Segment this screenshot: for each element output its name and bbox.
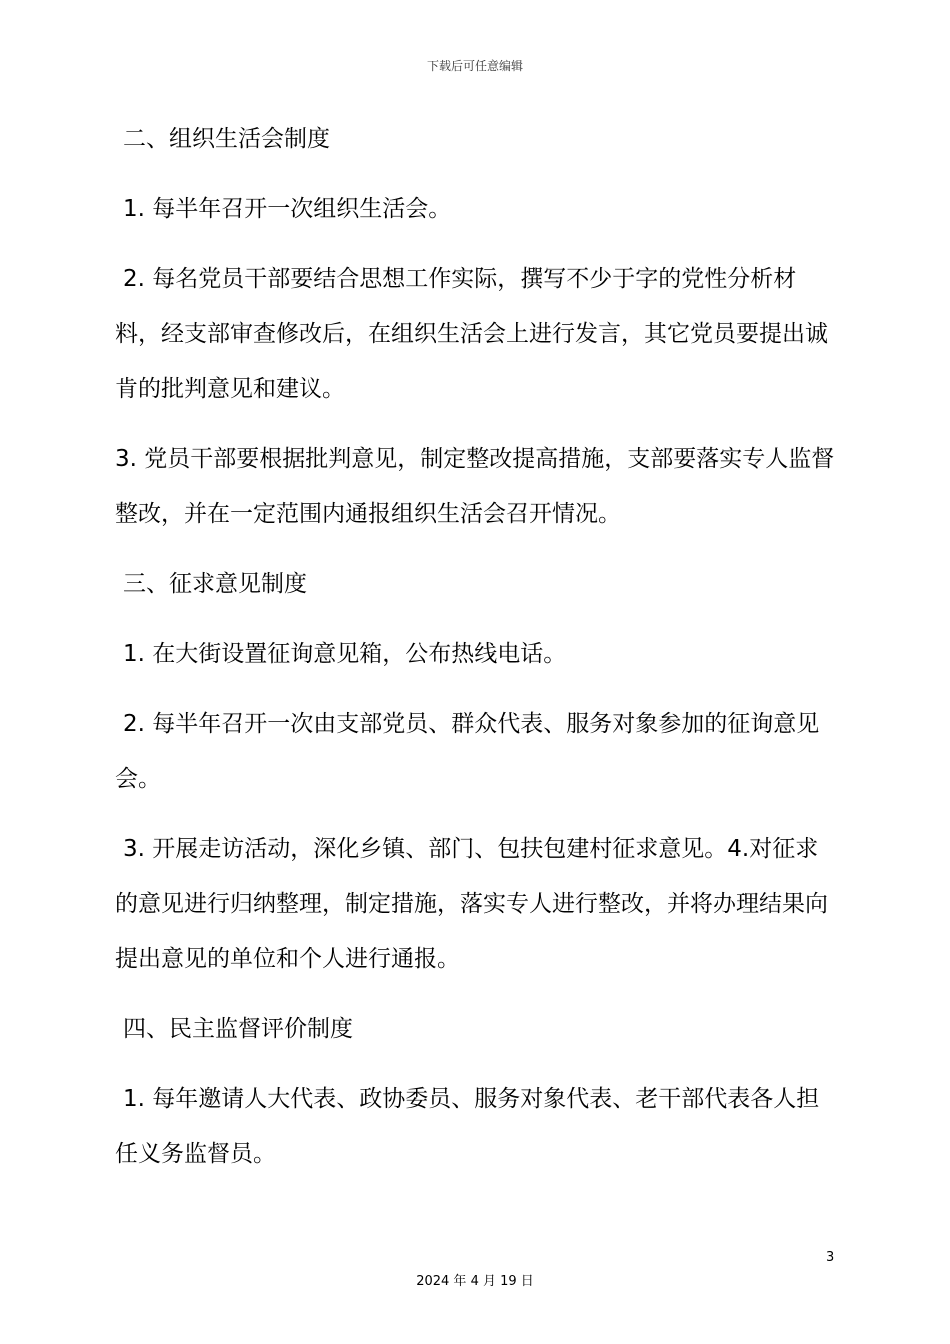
header-note: 下载后可任意编辑: [426, 59, 523, 73]
list-item: 3. 开展走访活动，深化乡镇、部门、包扶包建村征求意见。4.对征求的意见进行归纳整理，制定措施，落实专人进行整改，并将办理结果向提出意见的单位和个人进行通报。: [115, 836, 828, 972]
document-body: [115, 112, 840, 1197]
footer-date: 2024 年 4 月 19 日: [416, 1274, 534, 1289]
list-item: 1. 在大街设置征询意见箱，公布热线电话。: [123, 641, 567, 667]
list-item: 2. 每半年召开一次由支部党员、群众代表、服务对象参加的征询意见会。: [115, 711, 820, 792]
section-heading: 二、组织生活会制度: [123, 126, 330, 152]
list-item: 1. 每半年召开一次组织生活会。: [123, 196, 452, 222]
list-item: 2. 每名党员干部要结合思想工作实际，撰写不少于字的党性分析材料，经支部审查修改后，在组织生活会上进行发言，其它党员要提出诚肯的批判意见和建议。: [115, 266, 828, 402]
list-item: 3. 党员干部要根据批判意见，制定整改提高措施，支部要落实专人监督整改，并在一定范围内通报组织生活会召开情况。: [115, 446, 835, 527]
page-number: 3: [826, 1250, 835, 1265]
section-heading: 四、民主监督评价制度: [123, 1016, 353, 1042]
list-item: 1. 每年邀请人大代表、政协委员、服务对象代表、老干部代表各人担任义务监督员。: [115, 1086, 820, 1167]
section-heading: 三、征求意见制度: [123, 571, 307, 597]
